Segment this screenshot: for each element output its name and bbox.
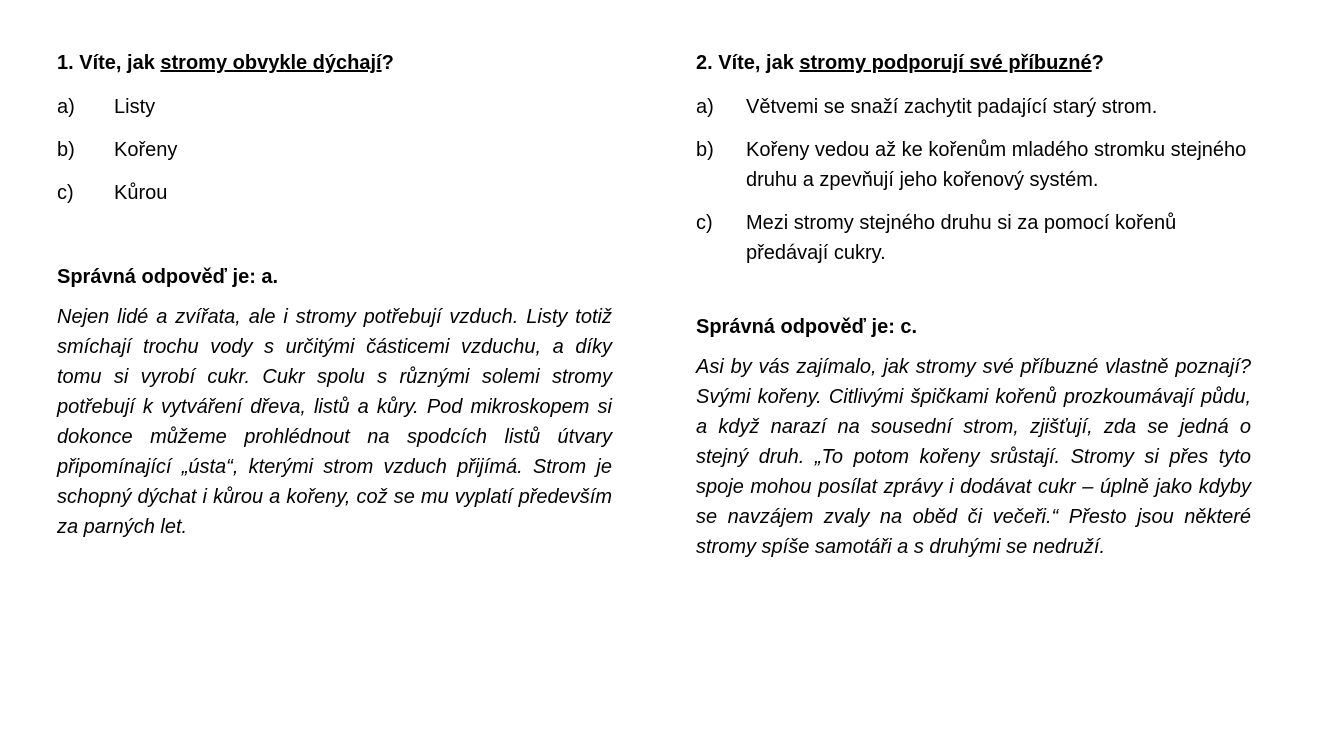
question-1-underlined: stromy obvykle dýchají [160,52,382,74]
option-text: Listy [114,96,156,118]
answer-1-explanation: Nejen lidé a zvířata, ale i stromy potřebují vzduch. Listy totiž smíchají trochu vody s určitými částicemi vzduchu, a díky tomu si vyrobí cukr. Cukr spolu s různými solemi stromy potřebují k vytváření dřeva, listů a kůry. Pod mikroskopem si dokonce můžeme prohlédnout na spodcích listů útvary připomínající „ústa“, kterými strom vzduch přijímá. Strom je schopný dýchat i kůrou a kořeny, což se mu vyplatí především za parných let. [57,306,612,538]
option-1b [57,135,612,165]
option-text: Kořeny [114,139,178,161]
option-letter: b) [696,139,714,161]
question-1-column [57,48,612,542]
option-letter: c) [57,182,74,204]
option-1a [57,92,612,122]
answer-2-heading: Správná odpověď je: c. [696,316,918,338]
question-2-prefix: 2. Víte, jak [696,52,800,74]
option-2b [696,135,1251,195]
question-2-title [696,48,1251,78]
option-2a [696,92,1251,122]
question-1-prefix: 1. Víte, jak [57,52,161,74]
answer-1-heading: Správná odpověď je: a. [57,266,279,288]
option-text: Kořeny vedou až ke kořenům mladého stromku stejného druhu a zpevňují jeho kořenový systém. [746,139,1247,191]
question-1-options [57,92,612,208]
question-2-column [696,48,1251,562]
option-letter: a) [57,96,75,118]
option-1c [57,178,612,208]
option-text: Mezi stromy stejného druhu si za pomocí kořenů předávají cukry. [746,212,1177,264]
question-1-suffix: ? [381,52,394,74]
option-text: Větvemi se snaží zachytit padající starý strom. [746,96,1158,118]
question-2-options [696,92,1251,268]
option-text: Kůrou [114,182,168,204]
question-2-underlined: stromy podporují své příbuzné [799,52,1092,74]
option-letter: b) [57,139,75,161]
question-1-title [57,48,612,78]
option-letter: a) [696,96,714,118]
question-2-suffix: ? [1091,52,1104,74]
option-letter: c) [696,212,713,234]
answer-2-explanation: Asi by vás zajímalo, jak stromy své příbuzné vlastně poznají? Svými kořeny. Citlivými špičkami kořenů prozkoumávají půdu, a když narazí na sousední strom, zjišťují, zda se jedná o stejný druh. „To potom kořeny srůstají. Stromy si přes tyto spoje mohou posílat zprávy i dodávat cukr – úplně jako kdyby se navzájem zvaly na oběd či večeři.“ Přesto jsou některé stromy spíše samotáři a s druhými se nedruží. [696,356,1251,558]
option-2c [696,208,1251,268]
